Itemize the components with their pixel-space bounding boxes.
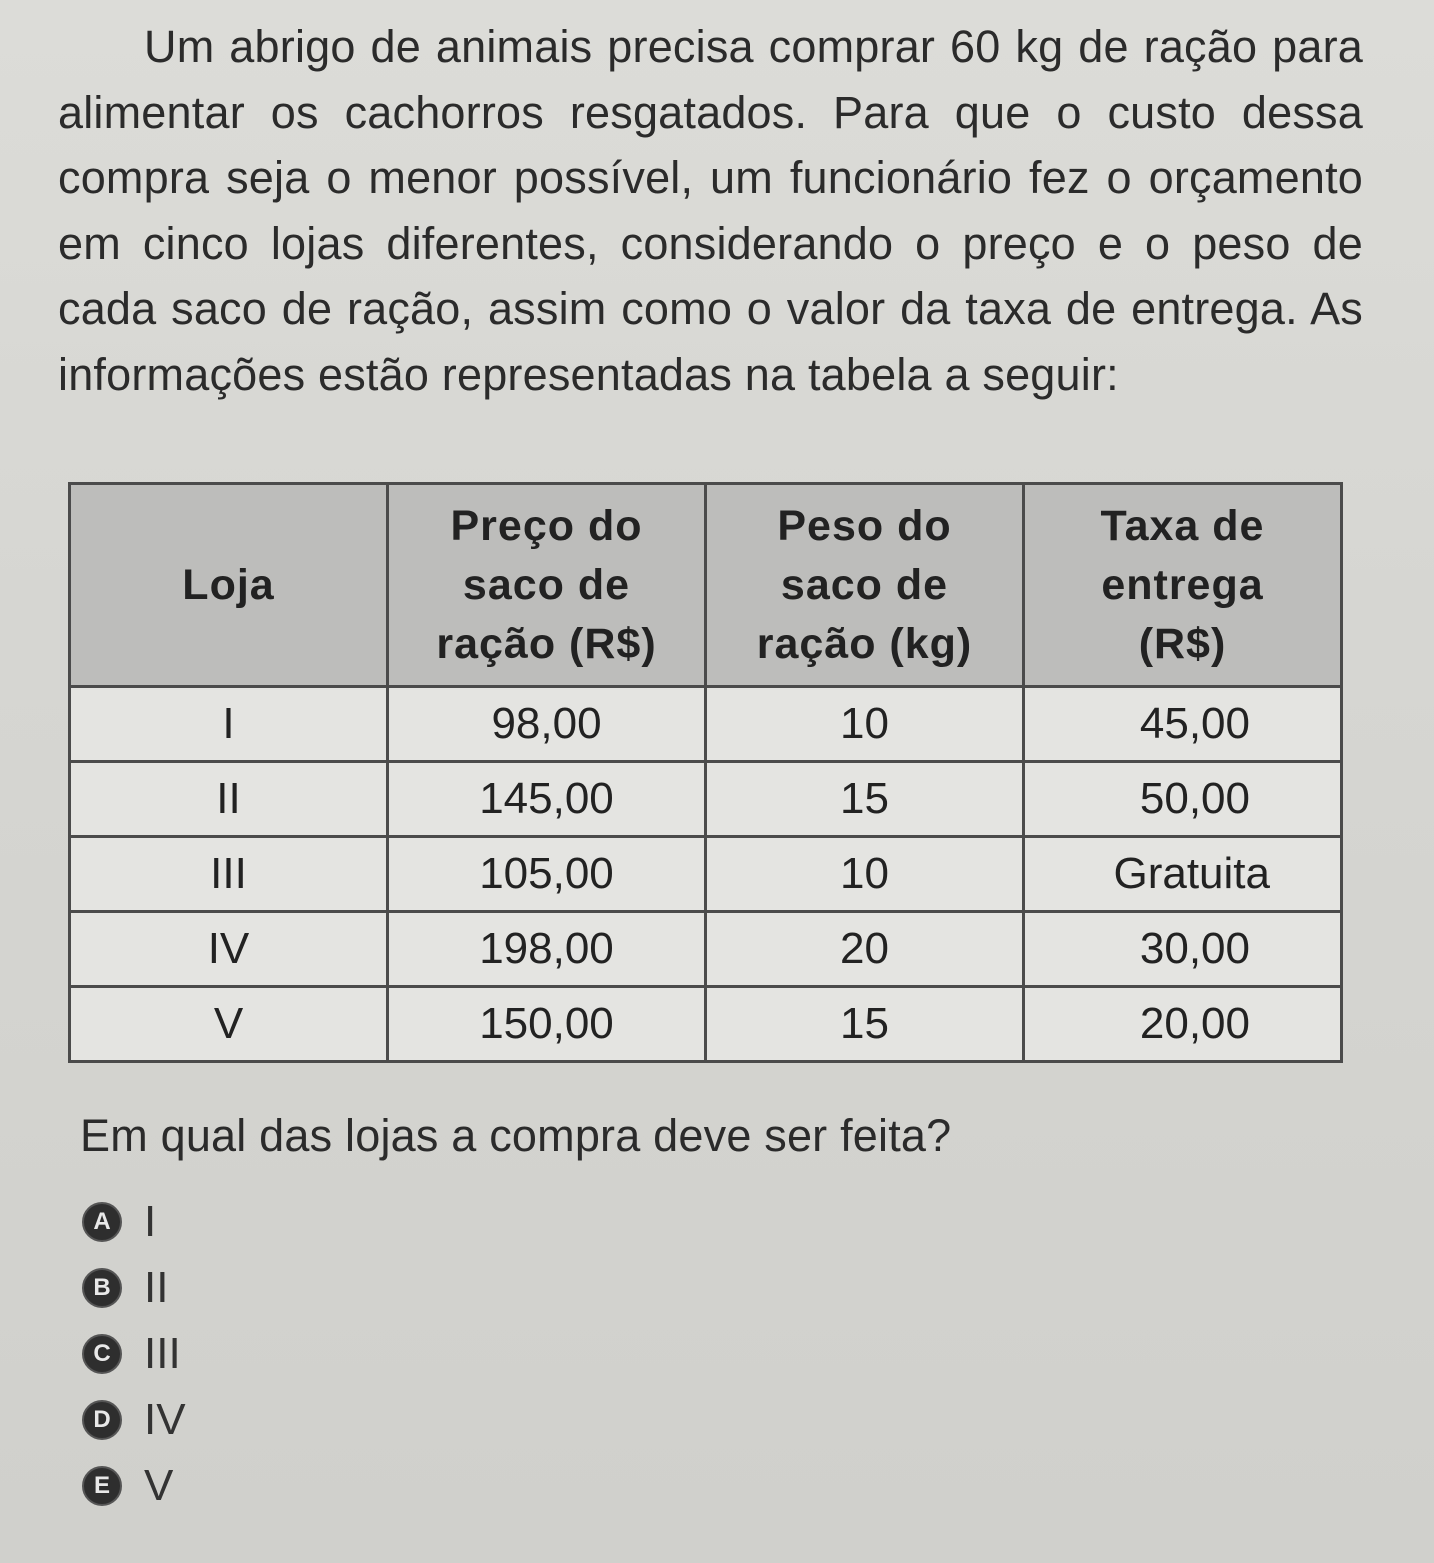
table-header-row: [70, 484, 1342, 687]
cell-peso: 15: [706, 762, 1024, 837]
header-taxa-line2: entrega: [1101, 560, 1264, 609]
cell-preco: 198,00: [388, 912, 706, 987]
header-taxa-line1: Taxa de: [1100, 501, 1265, 550]
cell-taxa: 30,00: [1024, 912, 1342, 987]
table-row: [70, 837, 1342, 912]
option-a-badge: A: [82, 1202, 122, 1242]
cell-taxa: 45,00: [1024, 687, 1342, 762]
cell-taxa: 20,00: [1024, 987, 1342, 1062]
table-row: [70, 762, 1342, 837]
option-d-text: IV: [144, 1395, 186, 1444]
header-loja: [70, 484, 388, 687]
option-c-badge: C: [82, 1334, 122, 1374]
cell-preco: 98,00: [388, 687, 706, 762]
option-a-text: I: [144, 1197, 157, 1246]
table-row: [70, 687, 1342, 762]
comparison-table: [68, 482, 1343, 1063]
cell-loja: I: [70, 687, 388, 762]
option-b-badge: B: [82, 1268, 122, 1308]
header-loja-label: Loja: [182, 560, 275, 609]
table-row: [70, 912, 1342, 987]
answer-options: [82, 1190, 186, 1520]
cell-loja: V: [70, 987, 388, 1062]
option-c-text: III: [144, 1329, 181, 1378]
option-e-text: V: [144, 1461, 174, 1510]
option-e-badge: E: [82, 1466, 122, 1506]
cell-peso: 10: [706, 687, 1024, 762]
header-taxa-line3: (R$): [1138, 619, 1227, 668]
header-preco-line3: ração (R$): [436, 619, 657, 668]
cell-taxa: 50,00: [1024, 762, 1342, 837]
cell-preco: 145,00: [388, 762, 706, 837]
cell-peso: 20: [706, 912, 1024, 987]
option-c[interactable]: [82, 1322, 186, 1386]
option-d-badge: D: [82, 1400, 122, 1440]
question-text: Um abrigo de animais precisa comprar 60 kg de ração para alimentar os cachorros resgatados. Para que o custo dessa compra seja o menor possível, um funcionário fez o orçamento em cinco lojas diferentes, considerando o preço e o peso de cada saco de ração, assim como o valor da taxa de entrega. As informações estão representadas na tabela a seguir:: [58, 21, 1363, 400]
option-b[interactable]: [82, 1256, 186, 1320]
question-prompt: Em qual das lojas a compra deve ser feita?: [80, 1110, 952, 1161]
option-a[interactable]: [82, 1190, 186, 1254]
option-b-text: II: [144, 1263, 169, 1312]
cell-peso: 15: [706, 987, 1024, 1062]
header-peso-line3: ração (kg): [756, 619, 973, 668]
header-preco-line1: Preço do: [450, 501, 643, 550]
cell-peso: 10: [706, 837, 1024, 912]
header-preco-line2: saco de: [462, 560, 631, 609]
header-peso-line2: saco de: [780, 560, 949, 609]
cell-preco: 105,00: [388, 837, 706, 912]
option-d[interactable]: [82, 1388, 186, 1452]
store-table: [68, 482, 1340, 1063]
header-preco: [388, 484, 706, 687]
table-row: [70, 987, 1342, 1062]
cell-loja: II: [70, 762, 388, 837]
cell-loja: III: [70, 837, 388, 912]
cell-preco: 150,00: [388, 987, 706, 1062]
cell-loja: IV: [70, 912, 388, 987]
header-peso-line1: Peso do: [777, 501, 952, 550]
header-taxa: [1024, 484, 1342, 687]
option-e[interactable]: [82, 1454, 186, 1518]
cell-taxa: Gratuita: [1024, 837, 1342, 912]
header-peso: [706, 484, 1024, 687]
